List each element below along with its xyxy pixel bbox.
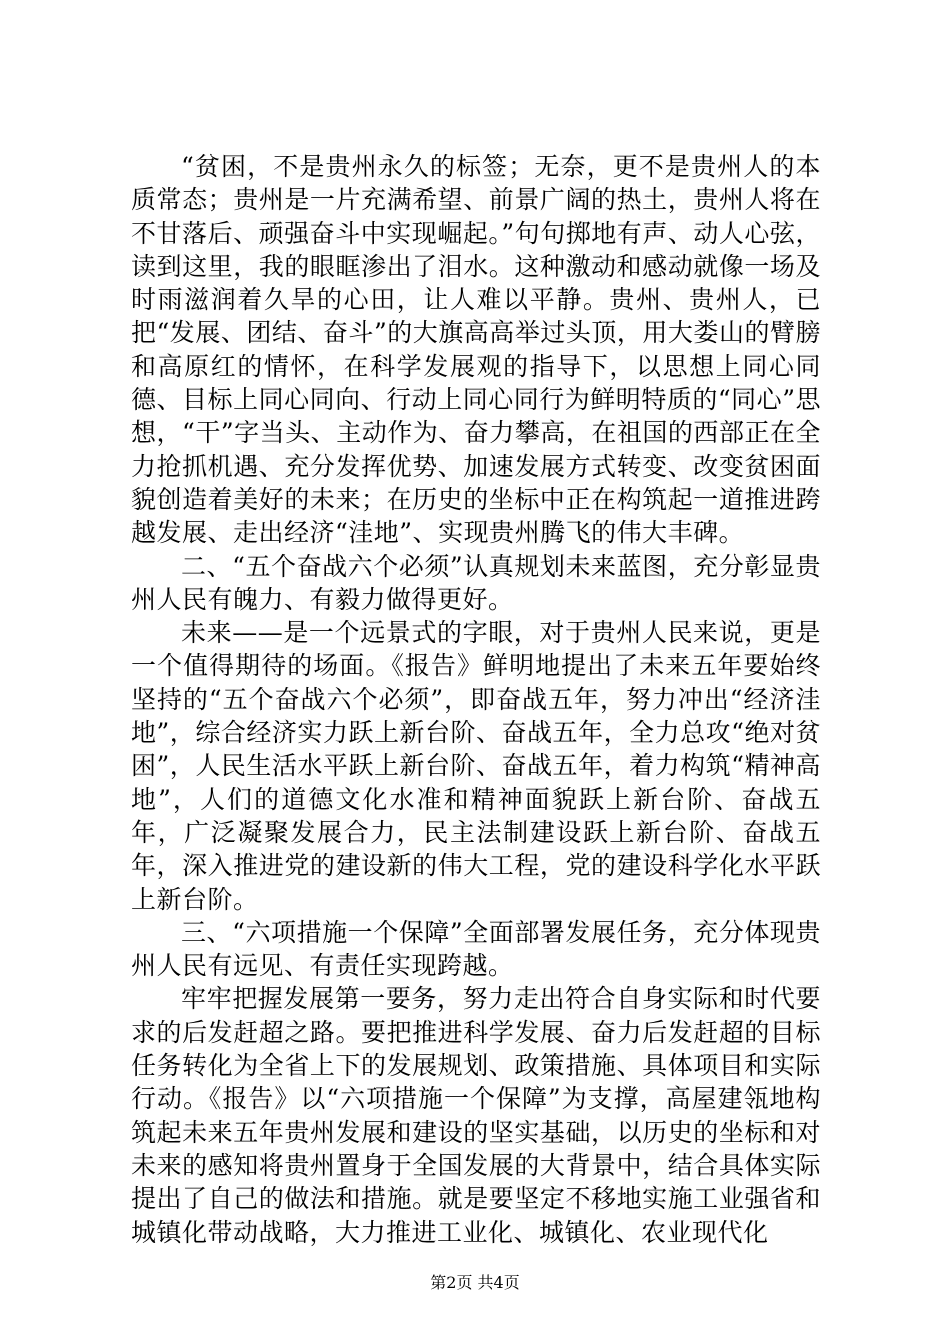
page-footer: 第2页 共4页 — [430, 1273, 520, 1292]
body-text — [131, 150, 821, 1249]
section-heading-three: 三、“六项措施一个保障”全面部署发展任务，充分体现贵州人民有远见、有责任实现跨越。 — [131, 917, 821, 981]
paragraph-development: 牢牢把握发展第一要务，努力走出符合自身实际和时代要求的后发赶超之路。要把推进科学发展、奋力后发赶超的目标任务转化为全省上下的发展规划、政策措施、具体项目和实际行动。《报告》以“六项措施一个保障”为支撑，高屋建瓴地构筑起未来五年贵州发展和建设的坚实基础，以历史的坐标和对未来的感知将贵州置身于全国发展的大背景中，结合具体实际提出了自己的做法和措施。就是要坚定不移地实施工业强省和城镇化带动战略，大力推进工业化、城镇化、农业现代化 — [131, 984, 821, 1247]
paragraph-intro: “贫困，不是贵州永久的标签；无奈，更不是贵州人的本质常态；贵州是一片充满希望、前景广阔的热土，贵州人将在不甘落后、顽强奋斗中实现崛起。”句句掷地有声、动人心弦，读到这里，我的眼眶渗出了泪水。这种激动和感动就像一场及时雨滋润着久旱的心田，让人难以平静。贵州、贵州人，已把“发展、团结、奋斗”的大旗高高举过头顶，用大娄山的臂膀和高原红的情怀，在科学发展观的指导下，以思想上同心同德、目标上同心同向、行动上同心同行为鲜明特质的“同心”思想，“干”字当头、主动作为、奋力攀高，在祖国的西部正在全力抢抓机遇、充分发挥优势、加速发展方式转变、改变贫困面貌创造着美好的未来；在历史的坐标中正在构筑起一道推进跨越发展、走出经济“洼地”、实现贵州腾飞的伟大丰碑。 — [131, 152, 821, 548]
paragraph-future: 未来——是一个远景式的字眼，对于贵州人民来说，更是一个值得期待的场面。《报告》鲜明地提出了未来五年要始终坚持的“五个奋战六个必须”，即奋战五年，努力冲出“经济洼地”，综合经济实力跃上新台阶、奋战五年，全力总攻“绝对贫困”，人民生活水平跃上新台阶、奋战五年，着力构筑“精神高地”，人们的道德文化水准和精神面貌跃上新台阶、奋战五年，广泛凝聚发展合力，民主法制建设跃上新台阶、奋战五年，深入推进党的建设新的伟大工程，党的建设科学化水平跃上新台阶。 — [131, 618, 821, 914]
section-heading-two: 二、“五个奋战六个必须”认真规划未来蓝图，充分彰显贵州人民有魄力、有毅力做得更好。 — [131, 551, 821, 614]
